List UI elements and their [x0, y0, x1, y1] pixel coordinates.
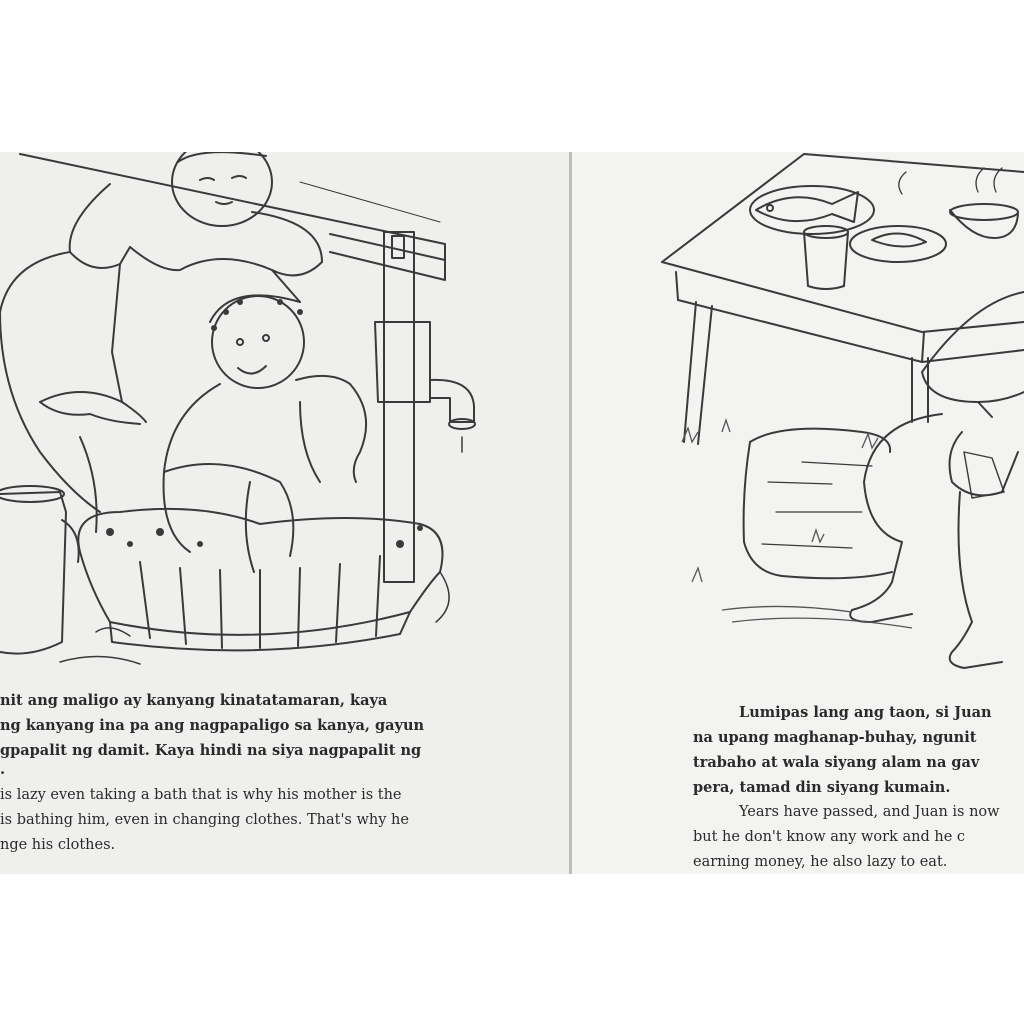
- bath-illustration: [0, 152, 570, 682]
- tagalog-line: ng kanyang ina pa ang nagpapaligo sa kanya, gayun: [0, 717, 425, 734]
- tagalog-line: gpapalit ng damit. Kaya hindi na siya nagpapalit ng: [0, 742, 422, 759]
- english-line: Years have passed, and Juan is now: [739, 804, 1000, 820]
- left-page: [0, 152, 570, 874]
- book-scan: [0, 152, 1024, 874]
- tagalog-line: Lumipas lang ang taon, si Juan: [739, 704, 992, 721]
- table-illustration: [572, 152, 1024, 692]
- tagalog-line: pera, tamad din siyang kumain.: [693, 779, 951, 796]
- right-page: [572, 152, 1024, 874]
- tagalog-line: trabaho at wala siyang alam na gav: [693, 754, 980, 771]
- right-page-text: [693, 700, 1023, 874]
- english-line: is lazy even taking a bath that is why his mother is the: [0, 787, 402, 803]
- left-page-text: [0, 688, 565, 858]
- tagalog-line: nit ang maligo ay kanyang kinatatamaran, kaya: [0, 692, 388, 709]
- tagalog-line: na upang maghanap-buhay, ngunit: [693, 729, 977, 746]
- english-line: nge his clothes.: [0, 837, 116, 853]
- english-line: but he don't know any work and he c: [693, 829, 966, 845]
- tagalog-line: .: [0, 761, 6, 778]
- english-line: earning money, he also lazy to eat.: [693, 854, 948, 870]
- english-line: is bathing him, even in changing clothes. That's why he: [0, 812, 409, 828]
